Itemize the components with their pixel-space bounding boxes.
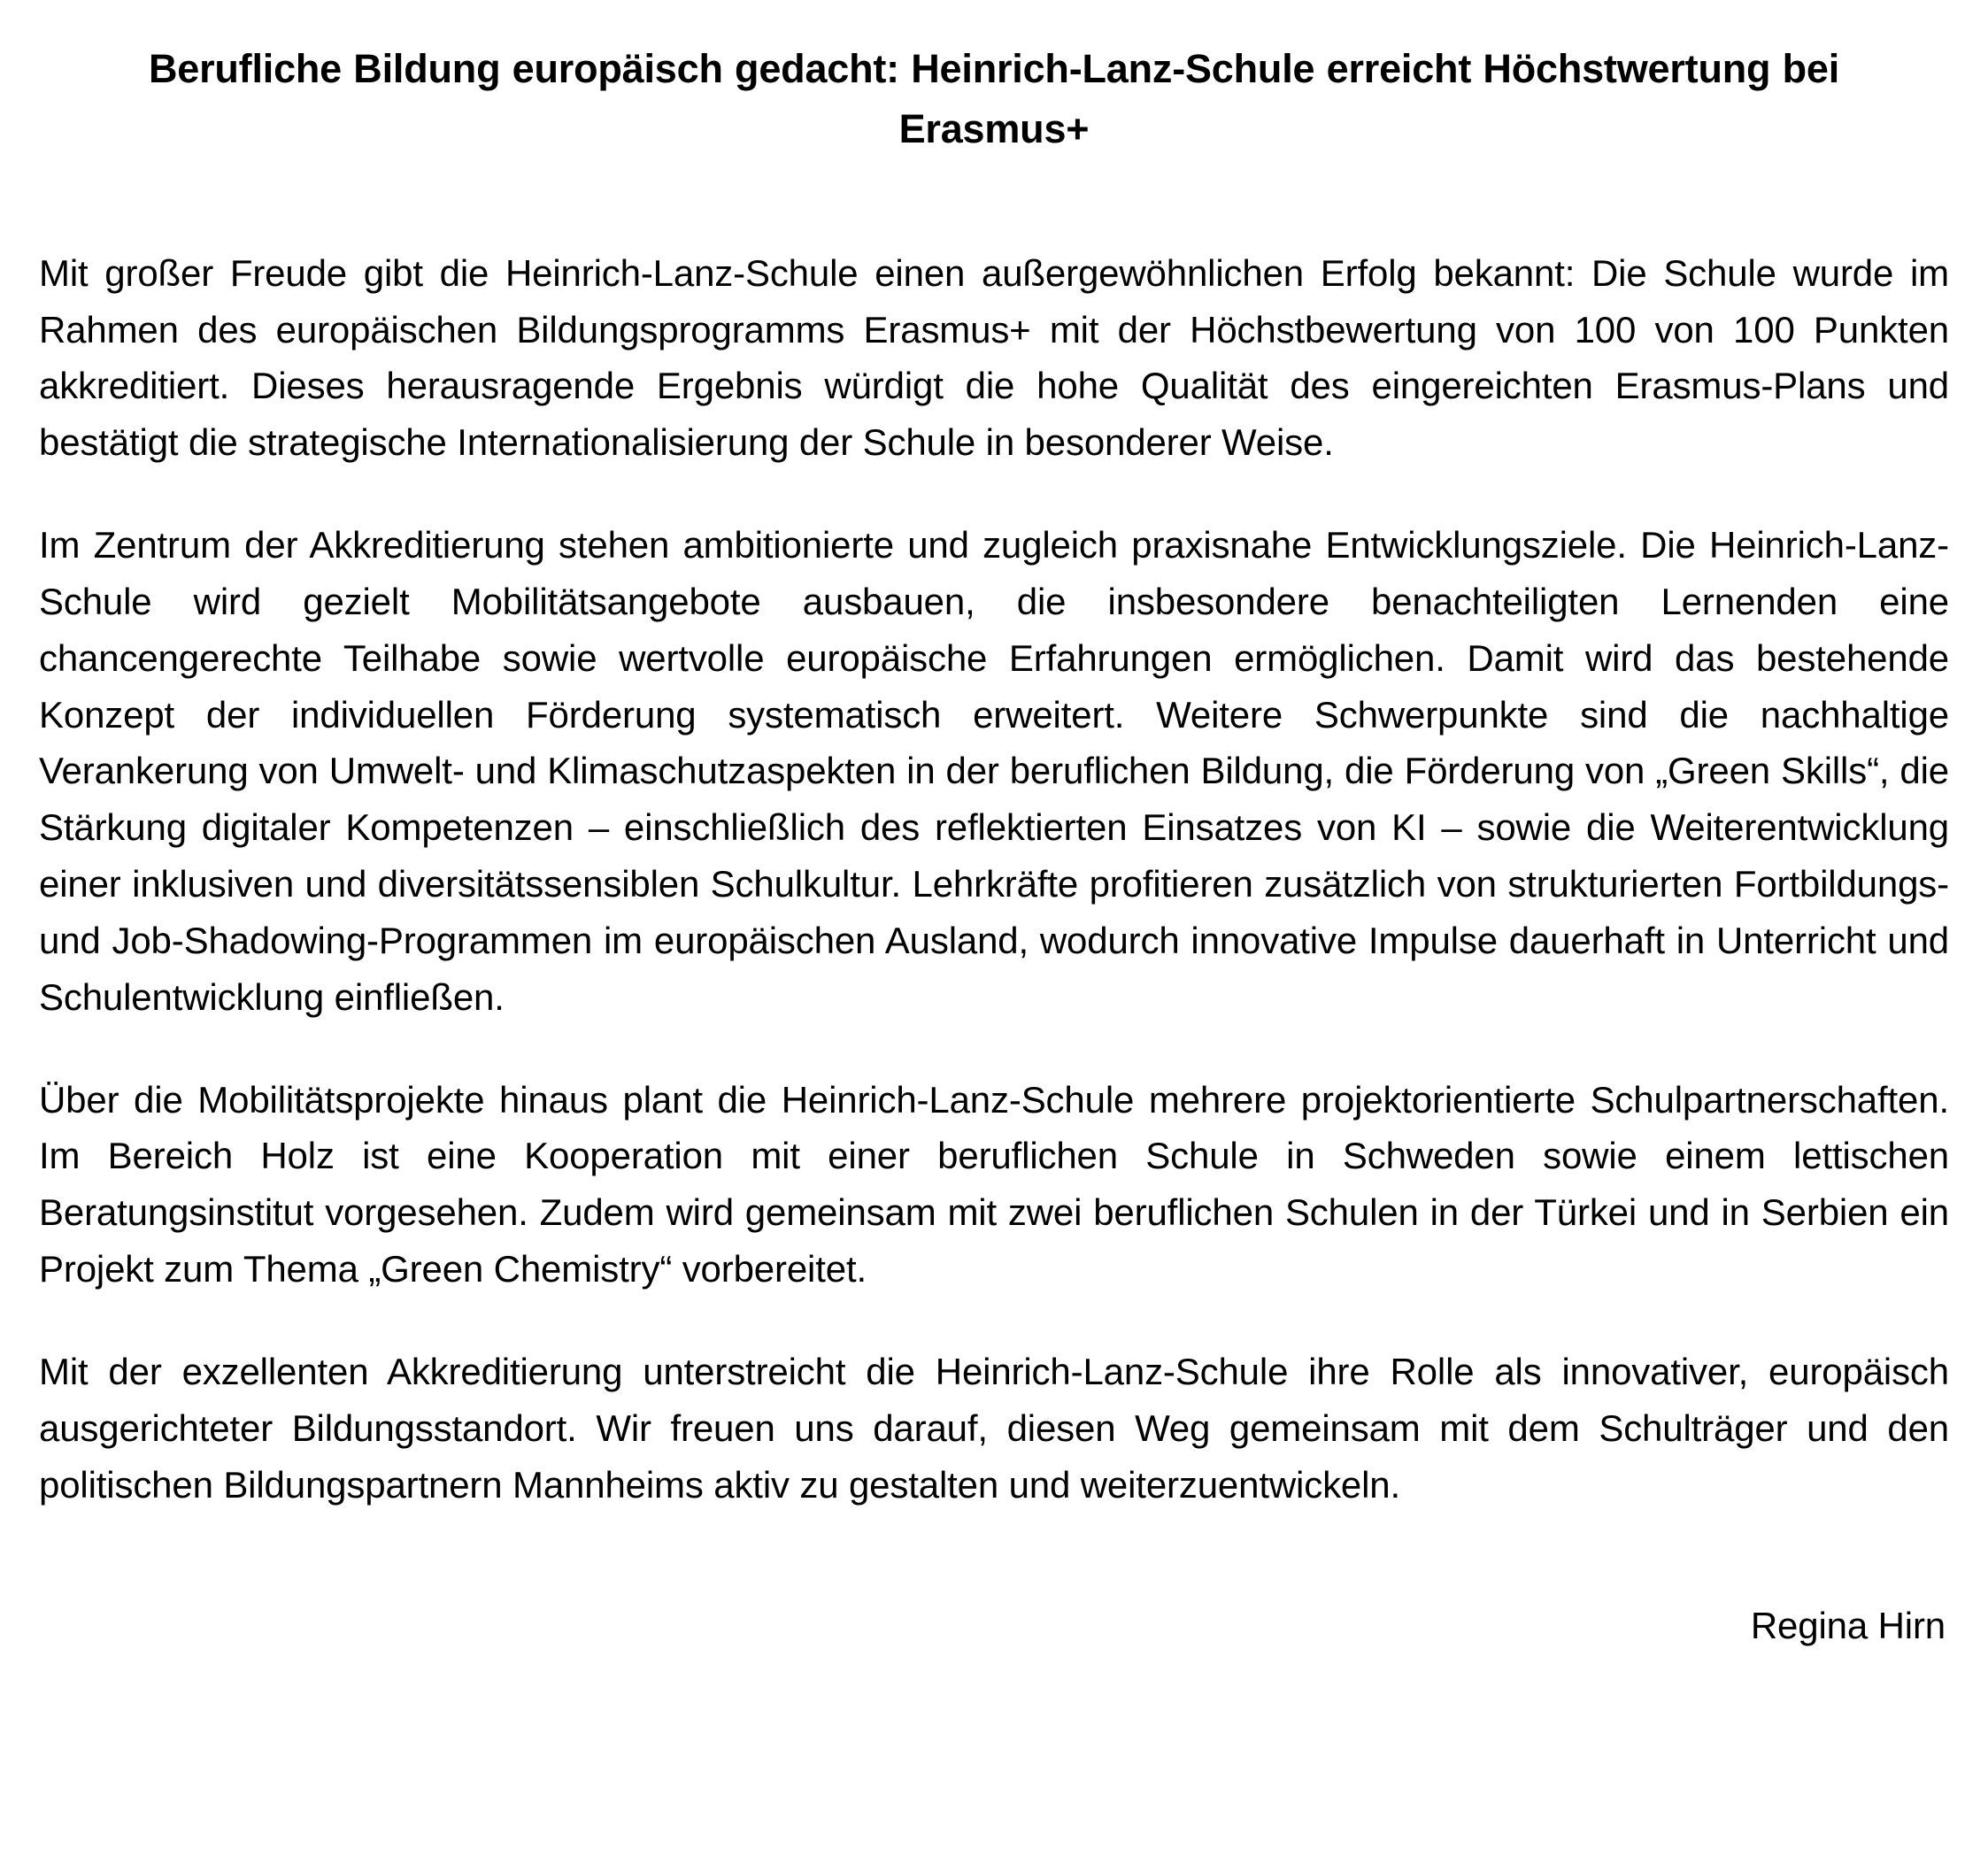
paragraph-development-goals: Im Zentrum der Akkreditierung stehen ambitionierte und zugleich praxisnahe Entwicklungsziele. Die Heinrich-Lanz-Schule wird gezielt Mobilitätsangebote ausbauen, die insbesondere benachteiligten Lernenden eine chancengerechte Teilhabe sowie wertvolle europäische Erfahrungen ermöglichen. Damit wird das bestehende Konzept der individuellen Förderung systematisch erweitert. Weitere Schwerpunkte sind die nachhaltige Verankerung von Umwelt- und Klimaschutzaspekten in der beruflichen Bildung, die Förderung von „Green Skills“, die Stärkung digitaler Kompetenzen – einschließlich des reflektierten Einsatzes von KI – sowie die Weiterentwicklung einer inklusiven und diversitätssensiblen Schulkultur. Lehrkräfte profitieren zusätzlich von strukturierten Fortbildungs- und Job-Shadowing-Programmen im europäischen Ausland, wodurch innovative Impulse dauerhaft in Unterricht und Schulentwicklung einfließen. xyxy=(39,524,1949,1018)
page-title: Berufliche Bildung europäisch gedacht: Heinrich-Lanz-Schule erreicht Höchstwertung bei Erasmus+ xyxy=(148,46,1840,152)
document-body xyxy=(39,245,1949,1514)
paragraph-school-partnerships: Über die Mobilitätsprojekte hinaus plant die Heinrich-Lanz-Schule mehrere projektorientierte Schulpartnerschaften. Im Bereich Holz ist eine Kooperation mit einer beruflichen Schule in Schweden sowie einem lettischen Beratungsinstitut vorgesehen. Zudem wird gemeinsam mit zwei beruflichen Schulen in der Türkei und in Serbien ein Projekt zum Thema „Green Chemistry“ vorbereitet. xyxy=(39,1078,1949,1290)
paragraph-conclusion: Mit der exzellenten Akkreditierung unterstreicht die Heinrich-Lanz-Schule ihre Rolle als innovativer, europäisch ausgerichteter Bildungsstandort. Wir freuen uns darauf, diesen Weg gemeinsam mit dem Schulträger und den politischen Bildungspartnern Mannheims aktiv zu gestalten und weiterzuentwickeln. xyxy=(39,1350,1949,1506)
paragraph-intro: Mit großer Freude gibt die Heinrich-Lanz-Schule einen außergewöhnlichen Erfolg bekannt: Die Schule wurde im Rahmen des europäischen Bildungsprogramms Erasmus+ mit der Höchstbewertung von 100 von 100 Punkten akkreditiert. Dieses herausragende Ergebnis würdigt die hohe Qualität des eingereichten Erasmus-Plans und bestätigt die strategische Internationalisierung der Schule in besonderer Weise. xyxy=(39,251,1949,464)
signature-name: Regina Hirn xyxy=(1750,1605,1946,1647)
